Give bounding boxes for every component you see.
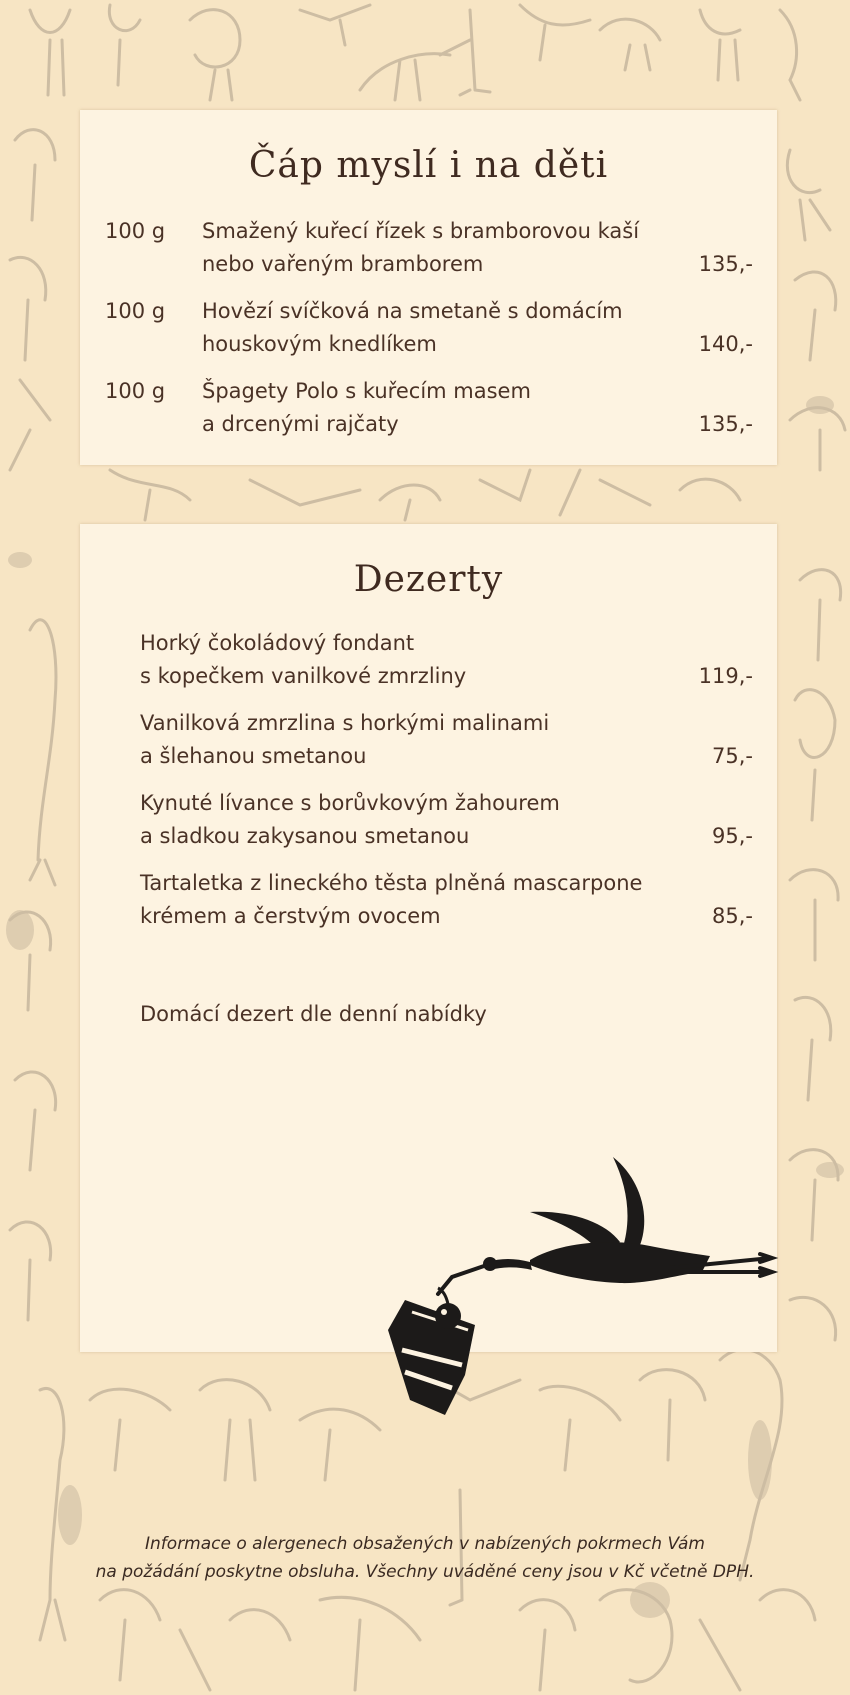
item-description: s kopečkem vanilkové zmrzliny: [140, 664, 467, 688]
desserts-title: Dezerty: [353, 559, 504, 600]
allergen-info-footer: [0, 1530, 850, 1586]
item-price: 85,-: [712, 904, 753, 928]
menu-item: [105, 215, 753, 285]
item-price: 75,-: [712, 744, 753, 768]
menu-item: [105, 375, 753, 445]
footer-line: na požádání poskytne obsluha. Všechny uváděné ceny jsou v Kč včetně DPH.: [95, 1562, 755, 1582]
item-description: Kynuté lívance s borůvkovým žahourem: [140, 791, 560, 815]
item-description: Vanilková zmrzlina s horkými malinami: [140, 711, 550, 735]
item-description: Hovězí svíčková na smetaně s domácím: [202, 299, 623, 323]
item-description: a sladkou zakysanou smetanou: [140, 824, 470, 848]
item-description: a šlehanou smetanou: [140, 744, 367, 768]
item-price: 135,-: [698, 252, 753, 276]
item-description: Smažený kuřecí řízek s bramborovou kaší: [202, 219, 640, 243]
item-description: a drcenými rajčaty: [202, 412, 399, 436]
item-description: nebo vařeným bramborem: [202, 252, 484, 276]
item-description: Horký čokoládový fondant: [140, 631, 415, 655]
menu-item: [140, 627, 753, 697]
menu-item: [140, 707, 753, 777]
item-price: 140,-: [698, 332, 753, 356]
item-weight: 100 g: [105, 379, 166, 403]
item-price: 95,-: [712, 824, 753, 848]
item-weight: 100 g: [105, 219, 166, 243]
item-weight: 100 g: [105, 299, 166, 323]
item-description: houskovým knedlíkem: [202, 332, 437, 356]
stork-carrying-cake-icon: [380, 1150, 780, 1420]
daily-dessert-note: Domácí dezert dle denní nabídky: [140, 1002, 487, 1026]
kids-menu-title: Čáp myslí i na děti: [248, 145, 609, 186]
item-price: 119,-: [698, 664, 753, 688]
item-description: Tartaletka z lineckého těsta plněná mascarpone: [140, 871, 643, 895]
kids-menu-panel: [80, 110, 777, 465]
item-description: Špagety Polo s kuřecím masem: [202, 379, 531, 403]
item-description: krémem a čerstvým ovocem: [140, 904, 441, 928]
footer-line: Informace o alergenech obsažených v nabízených pokrmech Vám: [145, 1534, 705, 1554]
menu-item: [140, 787, 753, 857]
item-price: 135,-: [698, 412, 753, 436]
menu-item: [140, 867, 753, 937]
menu-item: [105, 295, 753, 365]
